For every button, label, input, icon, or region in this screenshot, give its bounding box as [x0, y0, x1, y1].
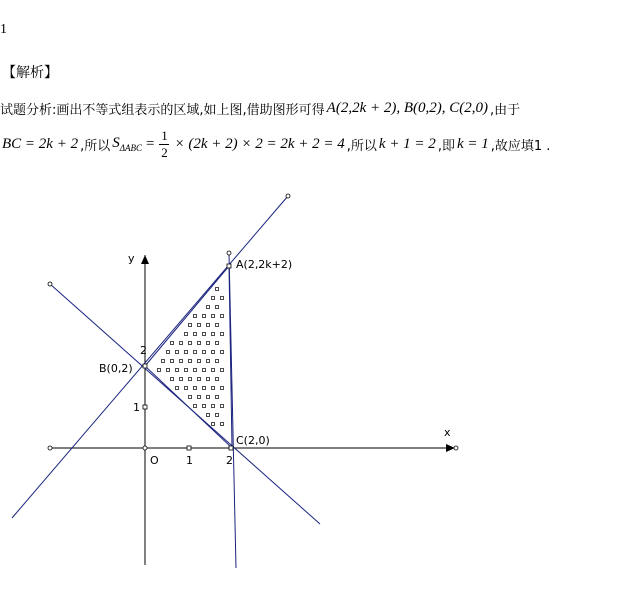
shading-dot [212, 315, 215, 318]
shaded-region-dots [158, 288, 224, 426]
shading-dot [189, 342, 192, 345]
fraction-numerator: 1 [161, 127, 168, 143]
shading-dot [158, 369, 161, 372]
shading-dot [216, 342, 219, 345]
shading-dot [221, 351, 224, 354]
shading-dot [203, 405, 206, 408]
shading-dot [171, 378, 174, 381]
inequality-region-figure [0, 180, 630, 590]
shading-dot [203, 333, 206, 336]
shading-dot [203, 369, 206, 372]
shading-dot [221, 333, 224, 336]
shading-dot [212, 351, 215, 354]
shading-dot [221, 369, 224, 372]
shading-dot [216, 396, 219, 399]
line1-prefix: 试题分析:画出不等式组表示的区域,如上图,借助图形可得 [0, 103, 325, 118]
point-c-label: C(2,0) [236, 434, 270, 447]
shading-dot [221, 315, 224, 318]
shading-dot [207, 414, 210, 417]
axis-x-label: x [444, 426, 451, 439]
bc-expression: BC = 2k + 2 [2, 135, 79, 152]
tick-x-2-label: 2 [226, 454, 233, 467]
point-b-label: B(0,2) [99, 362, 133, 375]
shading-dot [221, 387, 224, 390]
shading-dot [212, 423, 215, 426]
origin-label: O [150, 454, 159, 467]
shading-dot [185, 333, 188, 336]
area-subscript: ΔABC [119, 143, 142, 153]
equation-k-equals-1: k = 1 [456, 135, 489, 152]
y-axis-arrow [141, 255, 149, 264]
fraction-denominator: 2 [161, 144, 168, 160]
area-symbol: $S_{\Delta ABC}$ [112, 135, 142, 153]
shading-dot [194, 369, 197, 372]
shading-dot [180, 378, 183, 381]
ji-text: ,即 [437, 138, 455, 154]
line1-suffix: ,由于 [490, 103, 521, 118]
shading-dot [176, 351, 179, 354]
shading-dot [203, 315, 206, 318]
shading-dot [212, 405, 215, 408]
shading-dot [180, 360, 183, 363]
shading-dot [185, 387, 188, 390]
tick-y-2-label: 2 [140, 344, 147, 357]
solution-line-2 [0, 128, 550, 160]
shading-dot [198, 342, 201, 345]
shading-dot [198, 360, 201, 363]
shading-dot [221, 297, 224, 300]
shading-dot [216, 324, 219, 327]
shading-dot [194, 315, 197, 318]
shading-dot [212, 297, 215, 300]
answer-text: ,故应填1 . [490, 138, 551, 154]
shading-dot [221, 405, 224, 408]
triangle-abc [145, 266, 232, 448]
shading-dot [212, 333, 215, 336]
shading-dot [194, 405, 197, 408]
shading-dot [207, 396, 210, 399]
shading-dot [185, 369, 188, 372]
shading-dot [207, 306, 210, 309]
shading-dot [216, 288, 219, 291]
shading-dot [216, 360, 219, 363]
shading-dot [167, 351, 170, 354]
area-expression: × (2k + 2) × 2 = 2k + 2 = 4 [174, 135, 345, 152]
shading-dot [167, 369, 170, 372]
section-label: 【解析】 [2, 65, 58, 81]
line-y-equals-x-plus-2 [12, 196, 288, 518]
shading-dot [171, 360, 174, 363]
shading-dot [203, 351, 206, 354]
shading-dot [176, 387, 179, 390]
shading-dot [207, 342, 210, 345]
shading-dot [216, 378, 219, 381]
point-a-label: A(2,2k+2) [236, 258, 293, 271]
tick-x-1-label: 1 [186, 454, 193, 467]
shading-dot [171, 342, 174, 345]
shading-dot [194, 387, 197, 390]
shading-dot [189, 378, 192, 381]
shading-dot [198, 396, 201, 399]
shading-dot [198, 324, 201, 327]
equation-k-plus-1: k + 1 = 2 [378, 135, 436, 152]
fraction-one-half [159, 129, 169, 160]
shading-dot [221, 423, 224, 426]
shading-dot [207, 324, 210, 327]
shading-dot [194, 333, 197, 336]
shading-dot [216, 306, 219, 309]
shading-dot [207, 360, 210, 363]
tick-y-1-label: 1 [133, 401, 140, 414]
shading-dot [185, 351, 188, 354]
shading-dot [189, 324, 192, 327]
shading-dot [176, 369, 179, 372]
line1-math: A(2,2k + 2), B(0,2), C(2,0) [326, 100, 488, 116]
axis-y-label: y [128, 252, 135, 265]
shading-dot [207, 378, 210, 381]
solution-line-1 [0, 99, 520, 118]
shading-dot [189, 360, 192, 363]
shading-dot [180, 342, 183, 345]
shading-dot [194, 351, 197, 354]
shading-dot [189, 396, 192, 399]
shading-dot [162, 360, 165, 363]
shading-dot [203, 387, 206, 390]
shading-dot [212, 369, 215, 372]
so-text-2: ,所以 [346, 138, 377, 154]
equals-sign: = [146, 135, 155, 152]
shading-dot [216, 414, 219, 417]
shading-dot [212, 387, 215, 390]
shading-dot [198, 378, 201, 381]
so-text-1: ,所以 [80, 138, 111, 154]
question-number: 1 [0, 22, 7, 37]
